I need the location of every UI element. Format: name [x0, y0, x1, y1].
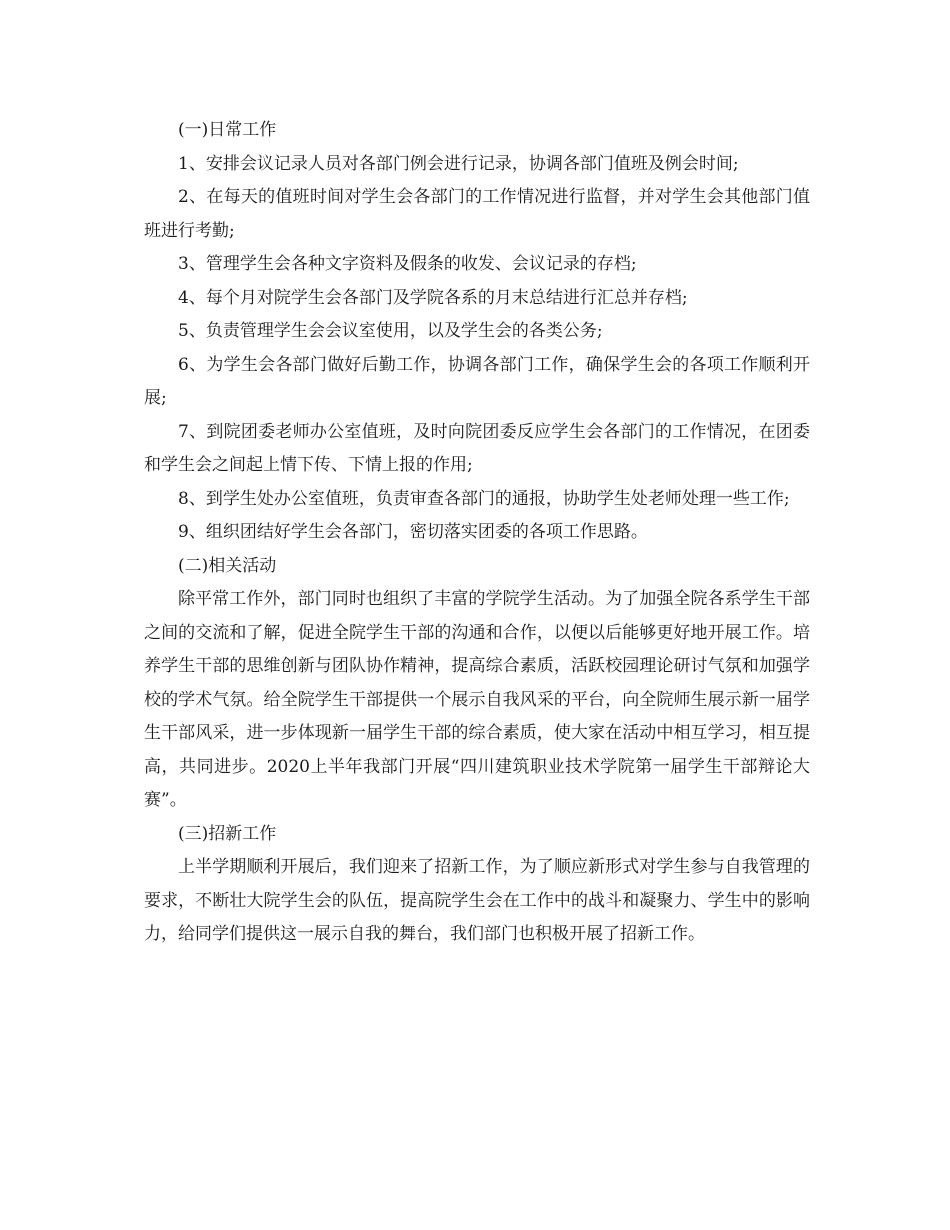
list-item: 7、到院团委老师办公室值班，及时向院团委反应学生会各部门的工作情况，在团委和学生会之间起上情下传、下情上报的作用; [144, 421, 810, 475]
list-item: 3、管理学生会各种文字资料及假条的收发、会议记录的存档; [178, 254, 637, 274]
section-heading-daily-work: (一)日常工作 [178, 120, 277, 140]
body-paragraph: 上半学期顺利开展后，我们迎来了招新工作，为了顺应新形式对学生参与自我管理的要求，不断壮大院学生会的队伍，提高院学生会在工作中的战斗和凝聚力、学生中的影响力，给同学们提供这一展示自我的舞台，我们部门也积极开展了招新工作。 [144, 857, 810, 944]
list-item: 5、负责管理学生会会议室使用，以及学生会的各类公务; [178, 321, 603, 341]
document-body [144, 114, 810, 952]
body-paragraph: 除平常工作外，部门同时也组织了丰富的学院学生活动。为了加强全院各系学生干部之间的交流和了解，促进全院学生干部的沟通和合作，以便以后能够更好地开展工作。培养学生干部的思维创新与团队协作精神，提高综合素质，活跃校园理论研讨气氛和加强学校的学术气氛。给全院学生干部提供一个展示自我风采的平台，向全院师生展示新一届学生干部风采，进一步体现新一届学生干部的综合素质，使大家在活动中相互学习，相互提高，共同进步。2020上半年我部门开展“四川建筑职业技术学院第一届学生干部辩论大赛”。 [144, 589, 810, 810]
section-heading-related-activities: (二)相关活动 [178, 555, 277, 576]
list-item: 8、到学生处办公室值班，负责审查各部门的通报，协助学生处老师处理一些工作; [178, 488, 790, 509]
list-item: 1、安排会议记录人员对各部门例会进行记录，协调各部门值班及例会时间; [178, 153, 739, 174]
list-item: 9、组织团结好学生会各部门，密切落实团委的各项工作思路。 [178, 522, 648, 542]
section-heading-recruitment: (三)招新工作 [178, 823, 277, 844]
list-item: 4、每个月对院学生会各部门及学院各系的月末总结进行汇总并存档; [178, 287, 688, 308]
list-item: 6、为学生会各部门做好后勤工作，协调各部门工作，确保学生会的各项工作顺利开展; [144, 354, 810, 408]
list-item: 2、在每天的值班时间对学生会各部门的工作情况进行监督，并对学生会其他部门值班进行考勤; [144, 187, 810, 241]
